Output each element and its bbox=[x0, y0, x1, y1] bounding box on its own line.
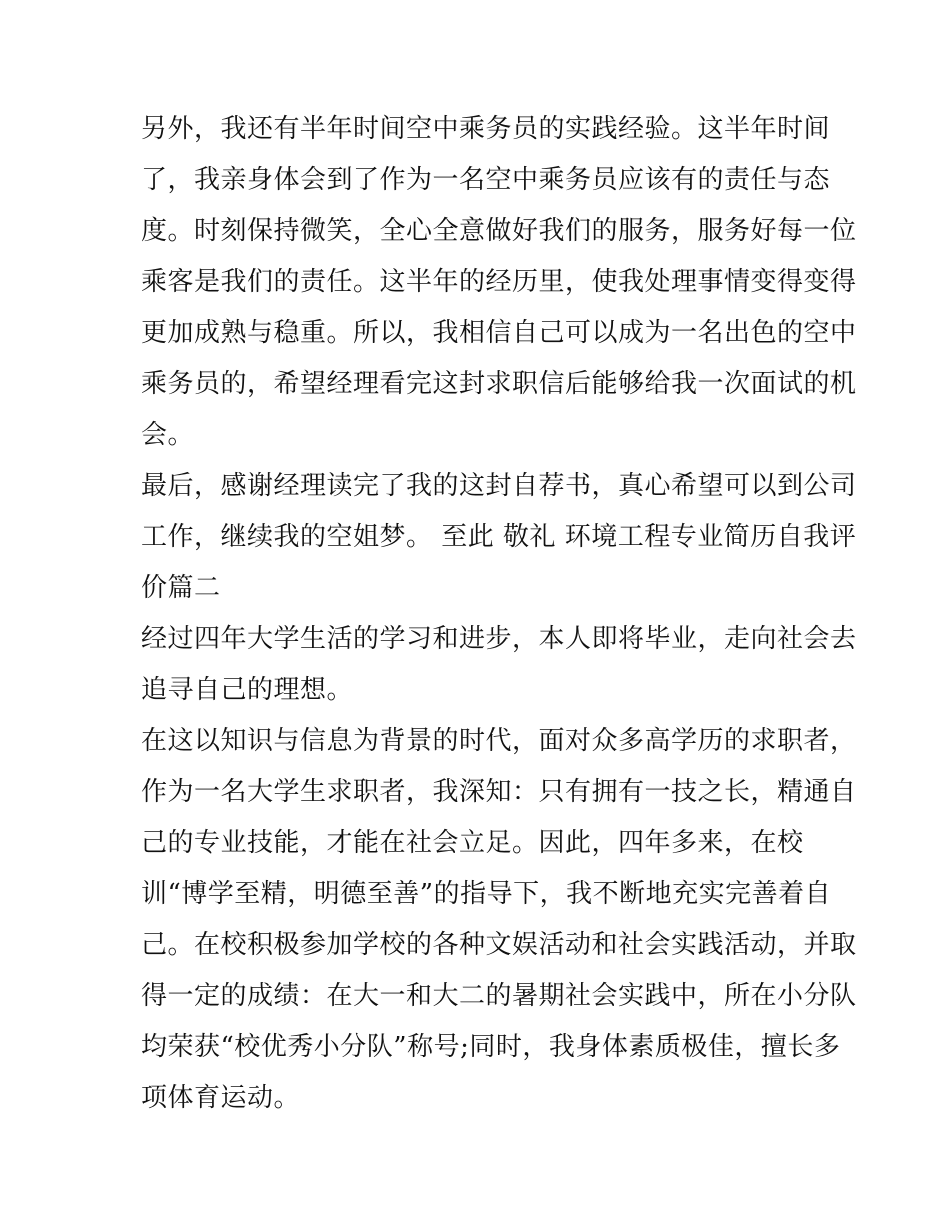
text-line: 项体育运动。 bbox=[141, 1083, 301, 1113]
text-line: 作为一名大学生求职者，我深知：只有拥有一技之长，精通自 bbox=[141, 777, 857, 807]
text-line: 乘客是我们的责任。这半年的经历里，使我处理事情变得变得 bbox=[141, 267, 857, 297]
text-line: 会。 bbox=[141, 420, 195, 450]
text-line: 工作，继续我的空姐梦。 至此 敬礼 环境工程专业简历自我评 bbox=[141, 522, 857, 552]
text-line: 价篇二 bbox=[141, 573, 221, 603]
text-line: 己的专业技能，才能在社会立足。因此，四年多来，在校 bbox=[141, 828, 804, 858]
text-line: 训“博学至精，明德至善”的指导下，我不断地充实完善着自 bbox=[141, 879, 832, 909]
text-line: 己。在校积极参加学校的各种文娱活动和社会实践活动，并取 bbox=[141, 930, 857, 960]
text-line: 经过四年大学生活的学习和进步，本人即将毕业，走向社会去 bbox=[141, 624, 857, 654]
text-line: 在这以知识与信息为背景的时代，面对众多高学历的求职者， bbox=[141, 726, 857, 756]
text-line: 均荣获“校优秀小分队”称号;同时，我身体素质极佳，擅长多 bbox=[141, 1032, 841, 1062]
text-line: 另外，我还有半年时间空中乘务员的实践经验。这半年时间 bbox=[141, 114, 831, 144]
text-line: 了，我亲身体会到了作为一名空中乘务员应该有的责任与态 bbox=[141, 165, 831, 195]
text-line: 追寻自己的理想。 bbox=[141, 675, 354, 705]
text-line: 得一定的成绩：在大一和大二的暑期社会实践中，所在小分队 bbox=[141, 981, 857, 1011]
text-line: 乘务员的，希望经理看完这封求职信后能够给我一次面试的机 bbox=[141, 369, 857, 399]
text-line: 更加成熟与稳重。所以，我相信自己可以成为一名出色的空中 bbox=[141, 318, 857, 348]
text-line: 度。时刻保持微笑，全心全意做好我们的服务，服务好每一位 bbox=[141, 216, 857, 246]
text-line: 最后，感谢经理读完了我的这封自荐书，真心希望可以到公司 bbox=[141, 471, 857, 501]
